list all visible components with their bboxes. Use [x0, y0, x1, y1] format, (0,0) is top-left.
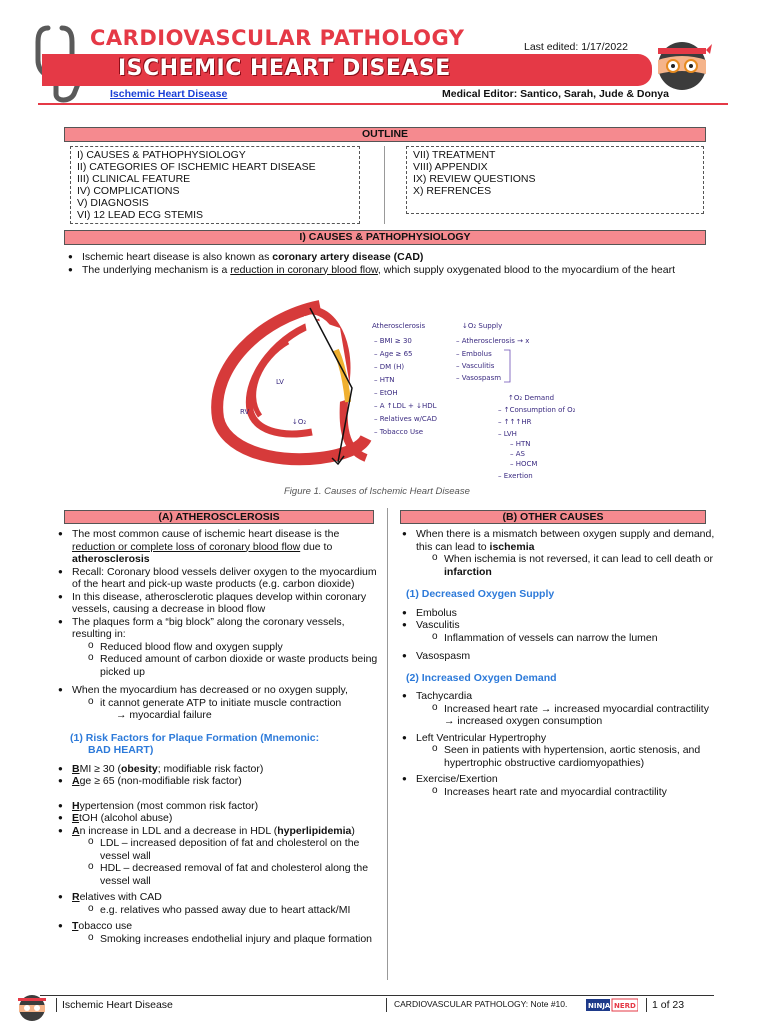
sub-list-item: o Inflammation of vessels can narrow the lumen: [416, 632, 716, 645]
section-heading-causes: I) CAUSES & PATHOPHYSIOLOGY: [64, 230, 706, 245]
footer-topic: Ischemic Heart Disease: [62, 999, 173, 1011]
lv-label: LV: [276, 378, 284, 386]
footer-separator: [646, 998, 647, 1012]
figure-caption: Figure 1. Causes of Ischemic Heart Disease: [284, 486, 470, 497]
sketch-supply-item: – Vasospasm: [456, 374, 502, 382]
other-causes-content: [398, 528, 716, 798]
topic-title: ISCHEMIC HEART DISEASE: [118, 56, 451, 81]
list-item: ● Exercise/Exertion o Increases heart rate and myocardial contractility: [398, 773, 716, 798]
list-item: ● Left Ventricular Hypertrophy o Seen in patients with hypertension, aortic stenosis, and hypertrophic obstructive cardiomyopathies): [398, 732, 716, 770]
outline-divider: [384, 146, 385, 224]
list-item: ● When there is a mismatch between oxygen supply and demand, this can lead to ischemia o When ischemia is not reversed, it can lead to cell death or infarction: [398, 528, 716, 578]
sketch-demand-item: – AS: [510, 450, 525, 458]
sketch-supply-title: ↓O₂ Supply: [462, 322, 503, 330]
risk-factor-etoh: ● EtOH (alcohol abuse): [54, 812, 380, 825]
heart-wall: [217, 306, 366, 459]
outline-item[interactable]: X) REFRENCES: [413, 185, 492, 197]
list-item: ● Ischemic heart disease is also known as coronary artery disease (CAD): [64, 251, 704, 264]
sketch-athero-item: – EtOH: [374, 389, 398, 397]
section-heading-atherosclerosis: (A) ATHEROSCLEROSIS: [64, 510, 374, 524]
risk-factor-tobacco: ● Tobacco use o Smoking increases endothelial injury and plaque formation: [54, 920, 380, 945]
list-item: ● When the myocardium has decreased or no oxygen supply, o it cannot generate ATP to initiate muscle contraction → myocardial failure: [54, 684, 380, 722]
svg-text:NERD: NERD: [614, 1002, 636, 1010]
sub-list-item: o Reduced blood flow and oxygen supply: [72, 641, 380, 654]
svg-text:NINJA: NINJA: [588, 1002, 611, 1010]
header-divider: [38, 103, 728, 105]
outline-item[interactable]: VI) 12 LEAD ECG STEMIS: [77, 209, 204, 221]
arrow-result: → myocardial failure: [116, 709, 212, 721]
page-number: 1 of 23: [652, 999, 685, 1011]
outline-item[interactable]: VII) TREATMENT: [413, 149, 496, 161]
list-item: ● In this disease, atherosclerotic plaques develop within coronary vessels, causing a decrease in blood flow: [54, 591, 380, 616]
breadcrumb[interactable]: Ischemic Heart Disease: [110, 88, 228, 100]
sketch-demand-title: ↑O₂ Demand: [508, 394, 555, 402]
risk-factor-htn: ● Hypertension (most common risk factor): [54, 800, 380, 813]
outline-item[interactable]: IV) COMPLICATIONS: [77, 185, 180, 197]
sketch-demand-item: – ↑Consumption of O₂: [498, 406, 576, 414]
sub-list-item: o e.g. relatives who passed away due to heart attack/MI: [72, 904, 380, 917]
list-item: ● Vasculitis o Inflammation of vessels can narrow the lumen: [398, 619, 716, 644]
ninja-nerd-logo-icon: [586, 998, 638, 1012]
medical-editor: Medical Editor: Santico, Sarah, Jude & Donya: [442, 88, 669, 100]
sketch-demand-item: – LVH: [498, 430, 517, 438]
sketch-athero-item: – BMI ≥ 30: [374, 337, 412, 345]
sketch-demand-item: – HTN: [510, 440, 531, 448]
sub-list-item: o LDL – increased deposition of fat and cholesterol on the vessel wall: [72, 837, 380, 862]
section-heading-other-causes: (B) OTHER CAUSES: [400, 510, 706, 524]
sketch-athero-item: – A ↑LDL + ↓HDL: [374, 402, 437, 410]
sketch-athero-item: – HTN: [374, 376, 395, 384]
list-item: ● The plaques form a “big block” along the coronary vessels, resulting in: o Reduced blood flow and oxygen supply o Reduced amount of carbon dioxide or waste products being picked up: [54, 616, 380, 679]
outline-item[interactable]: VIII) APPENDIX: [413, 161, 488, 173]
sketch-supply-item: – Atherosclerosis → x: [456, 337, 530, 345]
list-item: ● The most common cause of ischemic heart disease is the reduction or complete loss of coronary blood flow due to atherosclerosis: [54, 528, 380, 566]
increased-demand-heading: (2) Increased Oxygen Demand: [406, 671, 557, 684]
outline-right-box: [406, 146, 704, 214]
sketch-demand-item: – Exertion: [498, 472, 533, 480]
risk-factor-age: ● Age ≥ 65 (non-modifiable risk factor): [54, 775, 380, 788]
document-title: CARDIOVASCULAR PATHOLOGY: [90, 26, 465, 50]
sub-list-item: o Reduced amount of carbon dioxide or waste products being picked up: [72, 653, 380, 678]
footer-note: CARDIOVASCULAR PATHOLOGY: Note #10.: [394, 999, 568, 1009]
rv-label: RV: [240, 408, 250, 416]
heart-diagram: [200, 298, 590, 484]
ninja-mascot-icon: [652, 34, 712, 94]
footer-divider: [40, 995, 714, 996]
sketch-demand-item: – HOCM: [510, 460, 538, 468]
atherosclerosis-content: [54, 528, 380, 945]
sub-list-item: o it cannot generate ATP to initiate muscle contraction: [72, 697, 380, 710]
o2-label: ↓O₂: [292, 418, 307, 426]
sketch-supply-item: – Vasculitis: [456, 362, 495, 370]
footer-separator: [56, 998, 57, 1012]
outline-left-box: [70, 146, 360, 224]
outline-item[interactable]: V) DIAGNOSIS: [77, 197, 149, 209]
outline-item[interactable]: II) CATEGORIES OF ISCHEMIC HEART DISEASE: [77, 161, 316, 173]
outline-item[interactable]: I) CAUSES & PATHOPHYSIOLOGY: [77, 149, 246, 161]
list-item: ● Embolus: [398, 607, 716, 620]
outline-item[interactable]: IX) REVIEW QUESTIONS: [413, 173, 536, 185]
list-item: ● Tachycardia o Increased heart rate → increased myocardial contractility → increased oxygen consumption: [398, 690, 716, 728]
sketch-athero-item: – DM (H): [374, 363, 405, 371]
sketch-athero-item: – Relatives w/CAD: [374, 415, 437, 423]
outline-heading: OUTLINE: [64, 127, 706, 142]
sub-list-item: o Seen in patients with hypertension, aortic stenosis, and hypertrophic obstructive cardiomyopathies): [416, 744, 716, 769]
risk-factors-heading: (1) Risk Factors for Plaque Formation (Mnemonic: BAD HEART): [70, 731, 320, 756]
sketch-athero-title: Atherosclerosis: [372, 322, 426, 330]
list-item: ● Recall: Coronary blood vessels deliver oxygen to the myocardium of the heart and pick-up waste products (e.g. carbon dioxide): [54, 566, 380, 591]
sub-list-item: o HDL – decreased removal of fat and cholesterol along the vessel wall: [72, 862, 380, 887]
sub-list-item: o When ischemia is not reversed, it can lead to cell death or infarction: [416, 553, 716, 578]
list-item: ● The underlying mechanism is a reduction in coronary blood flow, which supply oxygenated blood to the myocardium of the heart: [64, 264, 704, 277]
sub-list-item: o Increases heart rate and myocardial contractility: [416, 786, 716, 799]
section1-intro: [64, 251, 704, 276]
risk-factor-bmi: ● BMI ≥ 30 (obesity; modifiable risk factor): [54, 763, 380, 776]
outline-item[interactable]: III) CLINICAL FEATURE: [77, 173, 191, 185]
column-divider: [387, 508, 388, 980]
sketch-athero-item: – Age ≥ 65: [374, 350, 413, 358]
sub-list-item: o Increased heart rate → increased myocardial contractility → increased oxygen consumption: [416, 703, 716, 728]
decreased-supply-heading: (1) Decreased Oxygen Supply: [406, 588, 555, 600]
risk-factor-lipids: ● An increase in LDL and a decrease in HDL (hyperlipidemia) o LDL – increased deposition of fat and cholesterol on the vessel wall o HDL – decreased removal of fat and cholesterol along the vessel wall: [54, 825, 380, 888]
footer-separator: [386, 998, 387, 1012]
list-item: ● Vasospasm: [398, 650, 716, 663]
sketch-athero-item: – Tobacco Use: [374, 428, 424, 436]
sketch-demand-item: – ↑↑↑HR: [498, 418, 532, 426]
last-edited: Last edited: 1/17/2022: [524, 41, 628, 53]
sketch-supply-item: – Embolus: [456, 350, 492, 358]
risk-factor-relatives: ● Relatives with CAD o e.g. relatives who passed away due to heart attack/MI: [54, 891, 380, 916]
sub-list-item: o Smoking increases endothelial injury and plaque formation: [72, 933, 380, 946]
